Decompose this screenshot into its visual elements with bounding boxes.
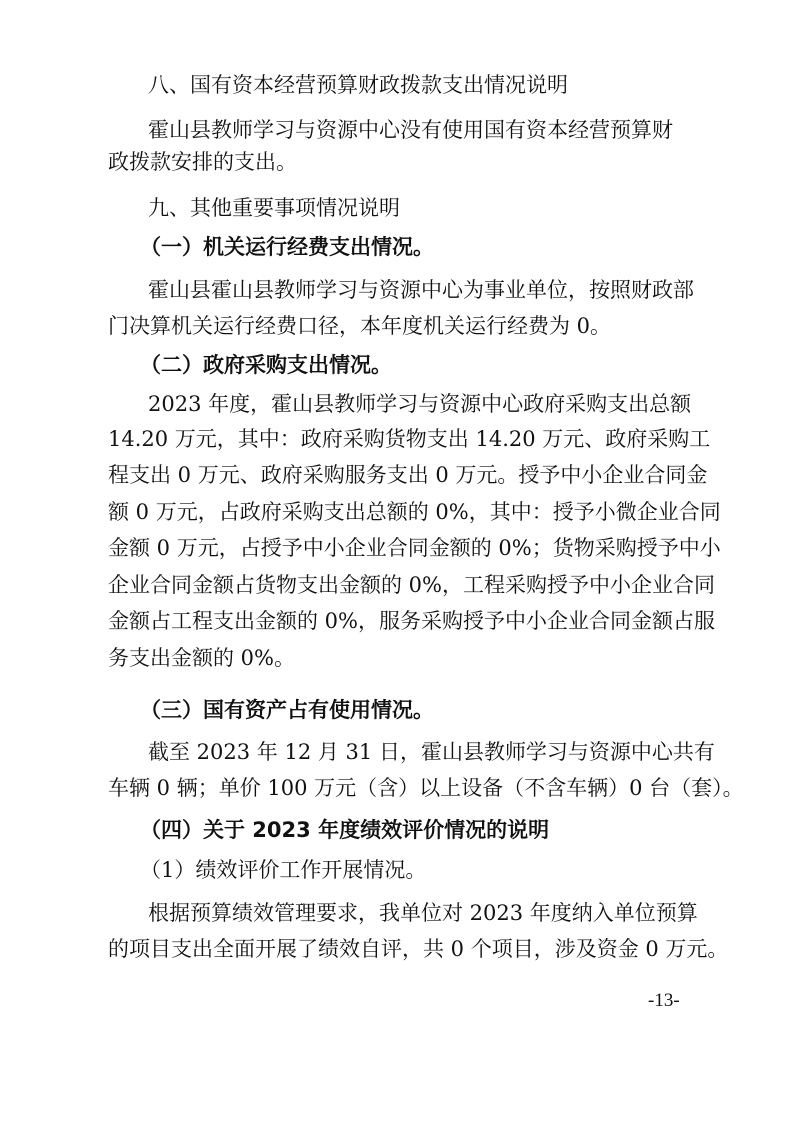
paragraph-line: 企业合同金额占货物支出金额的 0%，工程采购授予中小企业合同 bbox=[108, 573, 715, 597]
paragraph-line: 政拨款安排的支出。 bbox=[108, 150, 297, 174]
paragraph-line: 额 0 万元，占政府采购支出总额的 0%，其中：授予小微企业合同 bbox=[108, 500, 721, 524]
subsection-heading-2: （二）政府采购支出情况。 bbox=[140, 353, 392, 377]
paragraph-line: 霍山县霍山县教师学习与资源中心为事业单位，按照财政部 bbox=[148, 278, 694, 302]
page-number: -13- bbox=[648, 990, 680, 1011]
subsection-heading-1: （一）机关运行经费支出情况。 bbox=[140, 235, 434, 259]
paragraph-line: 金额占工程支出金额的 0%，服务采购授予中小企业合同金额占服 bbox=[108, 609, 715, 633]
paragraph-line: 根据预算绩效管理要求，我单位对 2023 年度纳入单位预算 bbox=[148, 901, 698, 925]
paragraph-line: 务支出金额的 0%。 bbox=[108, 646, 295, 670]
paragraph-line: 14.20 万元，其中：政府采购货物支出 14.20 万元、政府采购工 bbox=[108, 427, 711, 451]
section-heading-9: 九、其他重要事项情况说明 bbox=[148, 196, 400, 220]
paragraph-line: 2023 年度，霍山县教师学习与资源中心政府采购支出总额 bbox=[148, 392, 692, 416]
sub-item-heading: （1）绩效评价工作开展情况。 bbox=[140, 858, 427, 882]
paragraph-line: 的项目支出全面开展了绩效自评，共 0 个项目，涉及资金 0 万元。 bbox=[108, 937, 729, 961]
subsection-heading-4: （四）关于 2023 年度绩效评价情况的说明 bbox=[140, 818, 550, 842]
section-heading-8: 八、国有资本经营预算财政拨款支出情况说明 bbox=[148, 73, 568, 97]
paragraph-line: 截至 2023 年 12 月 31 日，霍山县教师学习与资源中心共有 bbox=[148, 740, 715, 764]
paragraph-line: 门决算机关运行经费口径，本年度机关运行经费为 0。 bbox=[108, 314, 612, 338]
paragraph-line: 霍山县教师学习与资源中心没有使用国有资本经营预算财 bbox=[148, 118, 673, 142]
paragraph-line: 车辆 0 辆；单价 100 万元（含）以上设备（不含车辆）0 台（套）。 bbox=[108, 776, 744, 800]
paragraph-line: 金额 0 万元，占授予中小企业合同金额的 0%；货物采购授予中小 bbox=[108, 536, 721, 560]
paragraph-line: 程支出 0 万元、政府采购服务支出 0 万元。授予中小企业合同金 bbox=[108, 463, 708, 487]
subsection-heading-3: （三）国有资产占有使用情况。 bbox=[140, 698, 434, 722]
